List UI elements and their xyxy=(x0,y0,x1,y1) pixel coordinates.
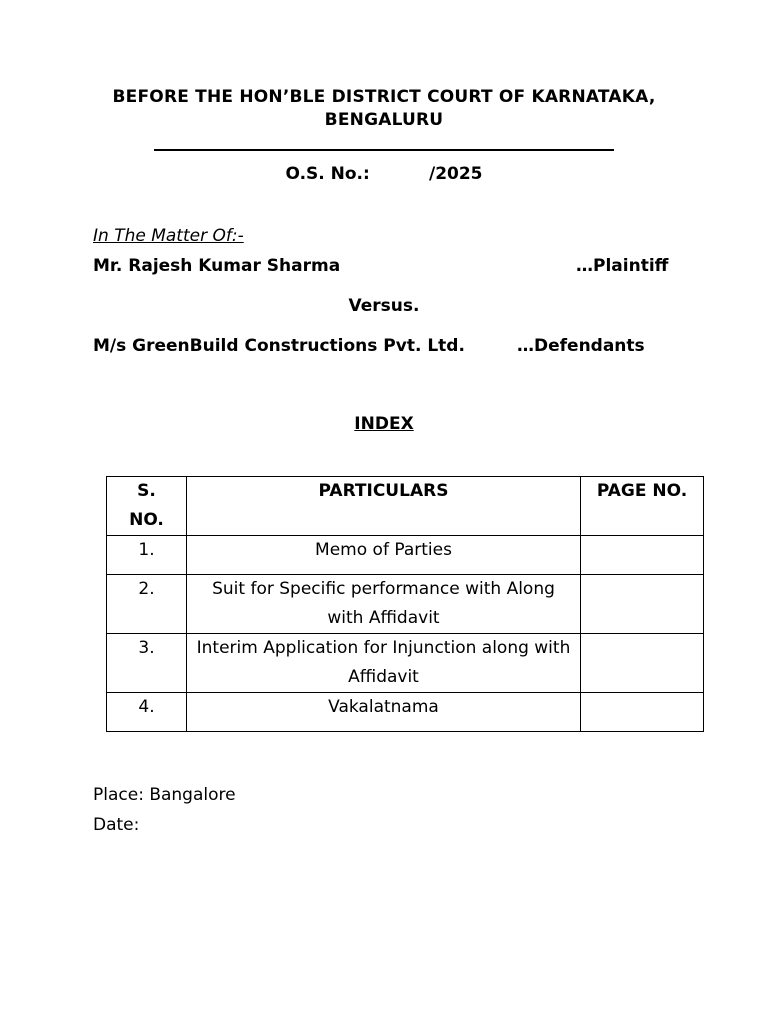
table-row xyxy=(107,693,704,732)
defendant-name: M/s GreenBuild Constructions Pvt. Ltd. xyxy=(93,336,465,356)
header-sno xyxy=(107,477,187,536)
header-sno-line2: NO. xyxy=(129,510,164,530)
title-underline-rule xyxy=(154,149,614,151)
table-row xyxy=(107,634,704,693)
row-particulars: Suit for Specific performance with Along with Affidavit xyxy=(187,575,581,634)
court-title-line2: BENGALURU xyxy=(324,110,444,130)
row-page-no xyxy=(581,575,704,634)
index-table xyxy=(106,476,704,732)
row-page-no xyxy=(581,536,704,575)
case-number: O.S. No.: /2025 xyxy=(285,164,483,184)
row-particulars: Vakalatnama xyxy=(187,693,581,732)
matter-heading: In The Matter Of:- xyxy=(93,226,244,246)
plaintiff-role: …Plaintiff xyxy=(576,256,669,276)
row-sno: 3. xyxy=(107,634,187,693)
place-line: Place: Bangalore xyxy=(93,785,236,805)
court-title-line1: BEFORE THE HON’BLE DISTRICT COURT OF KARNATAKA, xyxy=(112,87,656,107)
index-title: INDEX xyxy=(354,414,414,434)
versus-label: Versus. xyxy=(348,296,420,316)
row-sno: 2. xyxy=(107,575,187,634)
plaintiff-name: Mr. Rajesh Kumar Sharma xyxy=(93,256,341,276)
row-page-no xyxy=(581,693,704,732)
row-particulars: Interim Application for Injunction along with Affidavit xyxy=(187,634,581,693)
row-page-no xyxy=(581,634,704,693)
court-title xyxy=(60,86,708,132)
header-page-no: PAGE NO. xyxy=(581,477,704,536)
table-header-row xyxy=(107,477,704,536)
header-sno-line1: S. xyxy=(137,481,156,501)
row-particulars: Memo of Parties xyxy=(187,536,581,575)
table-row xyxy=(107,536,704,575)
defendant-role: …Defendants xyxy=(517,336,645,356)
row-sno: 1. xyxy=(107,536,187,575)
date-line: Date: xyxy=(93,815,140,835)
header-particulars: PARTICULARS xyxy=(187,477,581,536)
table-row xyxy=(107,575,704,634)
row-sno: 4. xyxy=(107,693,187,732)
